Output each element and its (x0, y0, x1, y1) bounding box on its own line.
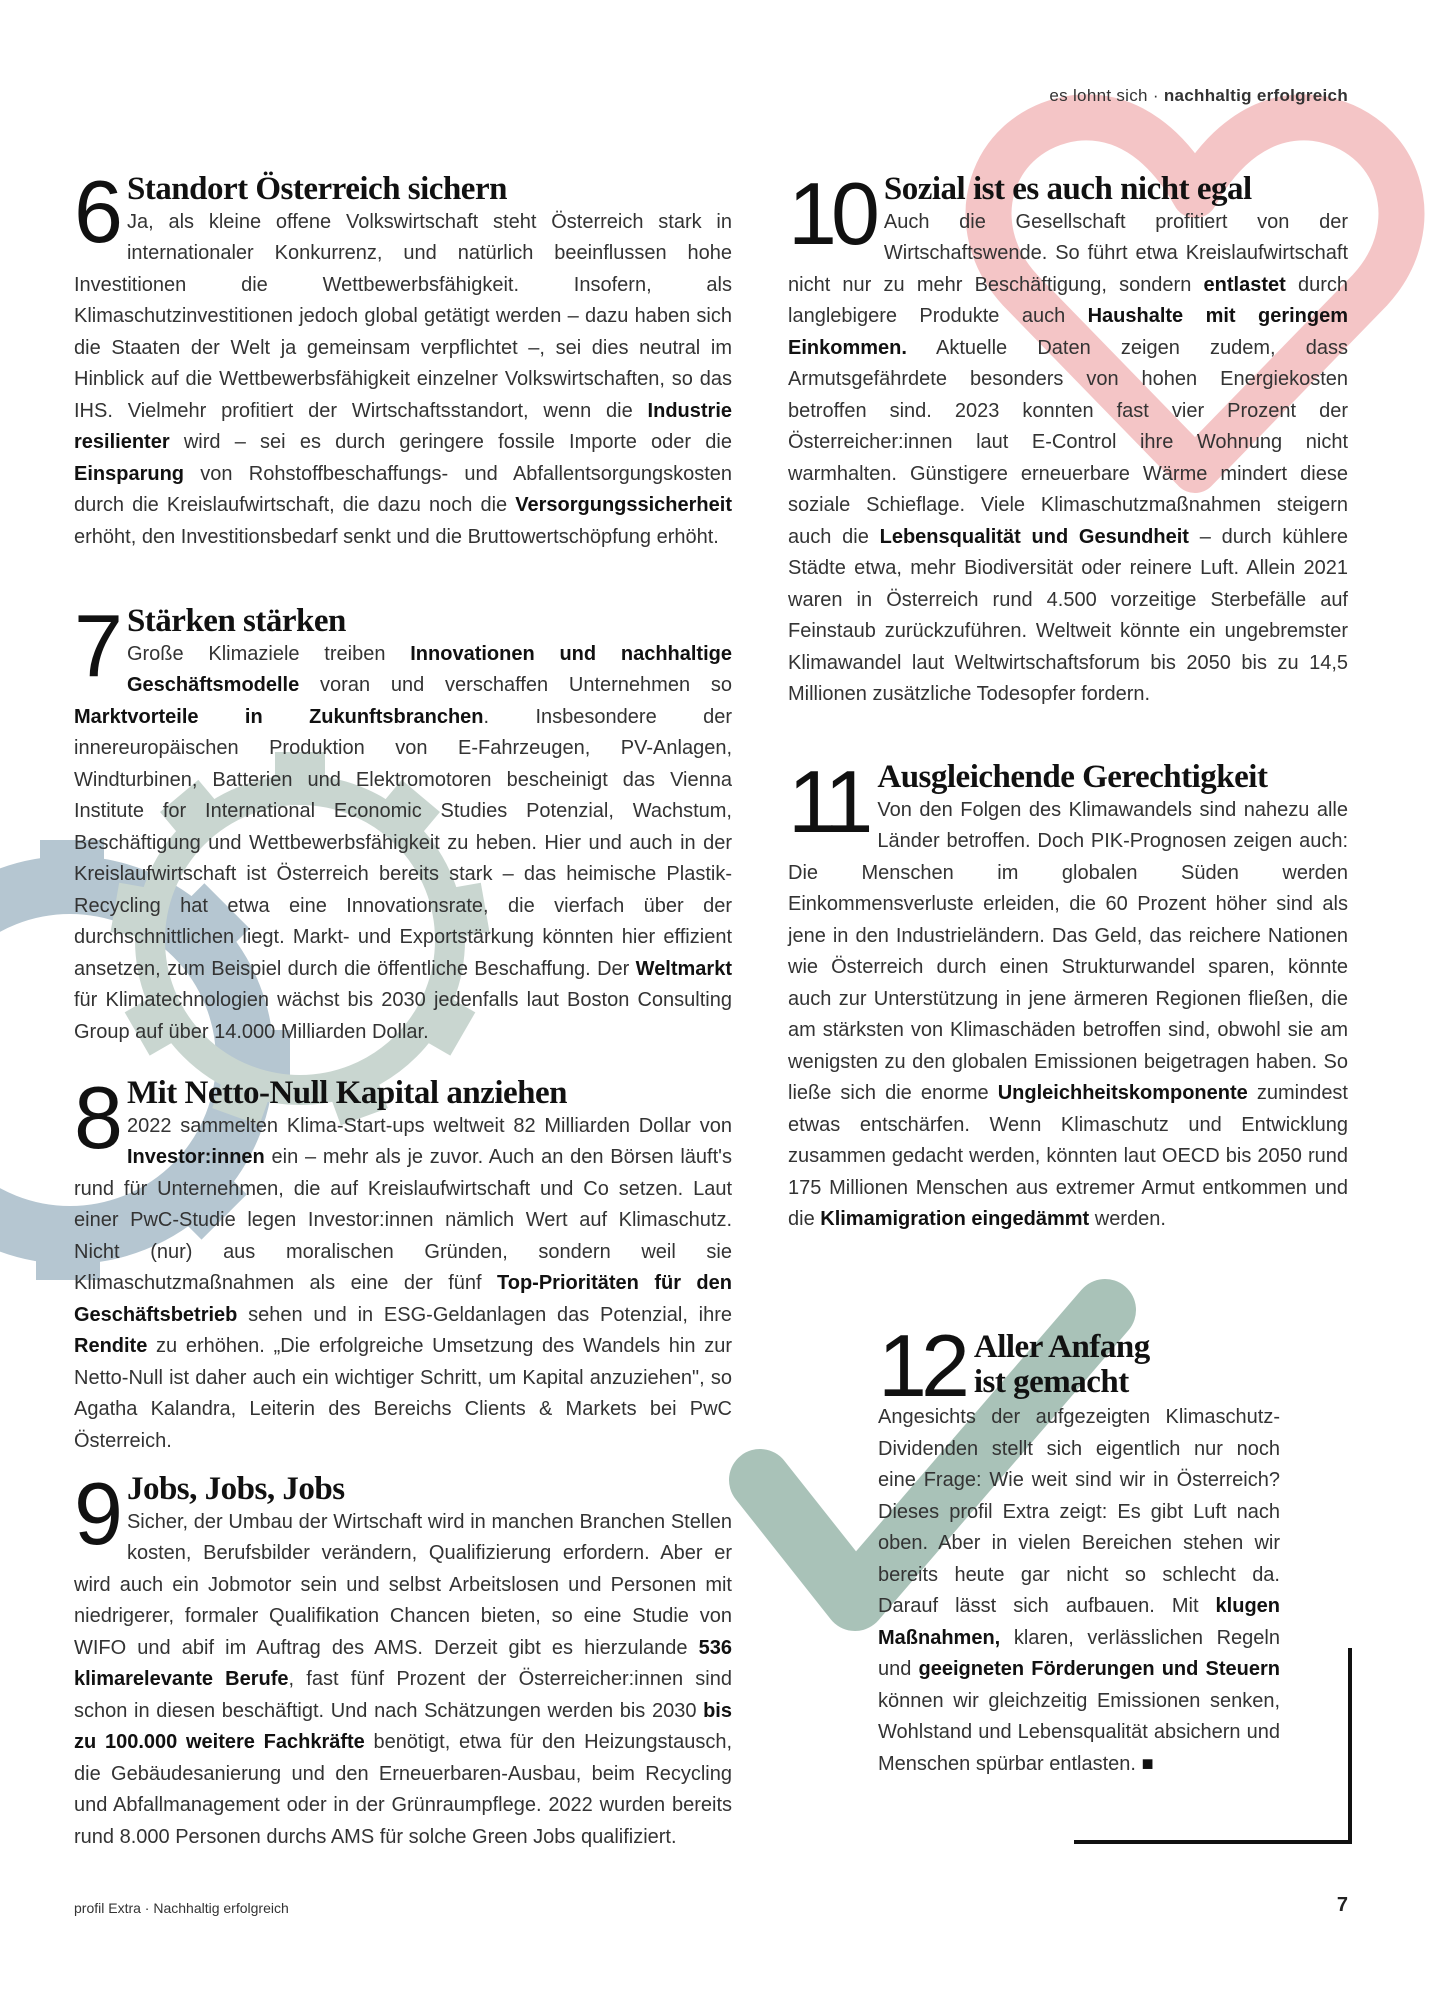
section-title: Jobs, Jobs, Jobs (126, 1471, 345, 1507)
footer-publication: profil Extra · Nachhaltig erfolgreich (74, 1900, 289, 1916)
section-number: 7 (74, 596, 117, 695)
page-number: 7 (1336, 1894, 1348, 1916)
header-right: nachhaltig erfolgreich (1163, 86, 1348, 105)
end-mark: ■ (1141, 1752, 1154, 1775)
section-body: Sicher, der Umbau der Wirtschaft wird in manchen Branchen Stellen kosten, Berufsbilder verändern, Qualifizierung erfordern. Aber er wird auch ein Jobmotor sein und selbst Arbeitslosen und Personen mit niedrigerer, formaler Qualifikation Chancen bieten, so eine Studie von WIFO und abif im Auftrag des AMS. Derzeit gibt es hierzulande 536 klimarelevante Berufe, fast fünf Prozent der Österreicher:innen sind schon in diesen beschäftigt. Und nach Schätzungen werden bis 2030 bis zu 100.000 weitere Fachkräfte benötigt, etwa für den Heizungstausch, die Gebäudesanierung und den Erneuerbaren-Ausbau, beim Recycling und Abfallmanagement oder in der Grünraumpflege. 2022 wurden bereits rund 8.000 Personen durchs AMS für solche Green Jobs qualifiziert. (74, 1510, 733, 1848)
section-body: Angesichts der aufgezeigten Klimaschutz-Dividenden stellt sich eigentlich nur noch eine Frage: Wie weit sind wir in Österreich? Dieses profil Extra zeigt: Es gibt Luft nach oben. Aber in vielen Bereichen stehen wir bereits heute gar nicht so schlecht da. Darauf lässt sich aufbauen. Mit klugen Maßnahmen, klaren, verlässlichen Regeln und geeigneten Förderungen und Steuern können wir gleichzeitig Emissionen senken, Wohlstand und Lebensqualität absichern und Menschen spürbar entlasten. ■ (878, 1406, 1280, 1775)
section-11 (788, 752, 1348, 1236)
section-title: Standort Österreich sichern (126, 171, 507, 207)
section-number: 8 (74, 1068, 117, 1167)
section-title-line-2: ist gemacht (973, 1363, 1129, 1400)
section-body: Von den Folgen des Klimawandels sind nahezu alle Länder betroffen. Doch PIK-Prognosen zeigen auch: Die Menschen im globalen Süden werden Einkommensverluste erleiden, die 60 Prozent höher sind als jene in den Industrieländern. Das Geld, das reichere Nationen wie Österreich durch einen Strukturwandel sparen, könnte auch zur Unterstützung in jene ärmeren Regionen fließen, die am stärksten von Klimaschäden betroffen sind, obwohl sie am wenigsten zu den globalen Emissionen beigetragen haben. So ließe sich die enorme Ungleichheitskomponente zumindest etwas entschärfen. Wenn Klimaschutz und Entwicklung zusammen gedacht werden, könnten laut OECD bis 2050 rund 175 Millionen Menschen aus extremer Armut entkommen und die Klimamigration eingedämmt werden. (788, 798, 1348, 1231)
section-6 (74, 162, 732, 553)
section-number: 12 (878, 1316, 964, 1415)
corner-bracket (1074, 1648, 1352, 1844)
section-9 (74, 1464, 733, 1853)
section-7 (74, 596, 732, 1048)
section-8 (74, 1068, 732, 1457)
section-number: 6 (74, 162, 117, 261)
running-header (1049, 86, 1348, 106)
section-number: 11 (788, 752, 868, 851)
section-title-line-1: Aller Anfang (973, 1329, 1150, 1365)
section-title: Stärken stärken (126, 603, 346, 639)
section-number: 9 (74, 1464, 117, 1563)
section-title: Ausgleichende Gerechtigkeit (877, 759, 1268, 795)
section-body: Auch die Gesellschaft profitiert von der Wirtschaftswende. So führt etwa Kreislaufwirtschaft nicht nur zu mehr Beschäftigung, sondern entlastet durch langlebigere Produkte auch Haushalte mit geringem Einkommen. Aktuelle Daten zeigen zudem, dass Armutsgefährdete besonders von hohen Energiekosten betroffen sind. 2023 konnten fast vier Prozent der Österreicher:innen laut E-Control ihre Wohnung nicht warmhalten. Günstigere erneuerbare Wärme mindert diese soziale Schieflage. Viele Klimaschutzmaßnahmen steigern auch die Lebensqualität und Gesundheit – durch kühlere Städte etwa, mehr Biodiversität oder reinere Luft. Allein 2021 waren in Österreich rund 4.500 vorzeitige Sterbefälle auf Feinstaub zurückzuführen. Weltweit könnte ein ungebremster Klimawandel laut Weltwirtschaftsforum bis 2050 bis zu 14,5 Millionen zusätzliche Todesopfer fordern. (788, 210, 1349, 706)
section-body: Ja, als kleine offene Volkswirtschaft steht Österreich stark in internationaler Konkurrenz, und natürlich beeinflussen hohe Investitionen die Wettbewerbsfähigkeit. Insofern, als Klimaschutzinvestitionen jedoch global getätigt werden – dazu haben sich die Staaten der Welt ja gemeinsam verpflichtet –, sei dies neutral im Hinblick auf die Wettbewerbsfähigkeit einzelner Volkswirtschaften, so das IHS. Vielmehr profitiert der Wirtschaftsstandort, wenn die Industrie resilienter wird – sei es durch geringere fossile Importe oder die Einsparung von Rohstoffbeschaffungs- und Abfallentsorgungskosten durch die Kreislaufwirtschaft, die dazu noch die Versorgungssicherheit erhöht, den Investitionsbedarf senkt und die Bruttowertschöpfung erhöht. (74, 210, 732, 548)
section-body: Große Klimaziele treiben Innovationen und nachhaltige Geschäftsmodelle voran und verschaffen Unternehmen so Marktvorteile in Zukunftsbranchen. Insbesondere der innereuropäischen Produktion von E-Fahrzeugen, PV-Anlagen, Windturbinen, Batterien und Elektromotoren bescheinigt das Vienna Institute for International Economic Studies Potenzial, Wachstum, Beschäftigung und Wettbewerbsfähigkeit zu heben. Hier und auch in der Kreislaufwirtschaft ist Österreich bereits stark – das heimische Plastik-Recycling hat etwa eine Innovationsrate, die vierfach über der durchschnittlichen liegt. Markt- und Exportstärkung könnten hier effizient ansetzen, zum Beispiel durch die öffentliche Beschaffung. Der Weltmarkt für Klimatechnologien wächst bis 2030 jedenfalls laut Boston Consulting Group auf über 14.000 Milliarden Dollar. (74, 642, 732, 1043)
section-title: Mit Netto-Null Kapital anziehen (126, 1075, 567, 1111)
section-number: 10 (788, 164, 874, 263)
section-10 (788, 164, 1349, 711)
section-title: Sozial ist es auch nicht egal (883, 171, 1252, 207)
section-body: 2022 sammelten Klima-Start-ups weltweit 82 Milliarden Dollar von Investor:innen ein – mehr als je zuvor. Auch an den Börsen läuft's rund für Unternehmen, die auf Kreislaufwirtschaft und Co setzen. Laut einer PwC-Studie legen Investor:innen nämlich Wert auf Klimaschutz. Nicht (nur) aus moralischen Gründen, sondern weil sie Klimaschutzmaßnahmen als eine der fünf Top-Prioritäten für den Geschäftsbetrieb sehen und in ESG-Geldanlagen das Potenzial, ihre Rendite zu erhöhen. „Die erfolgreiche Umsetzung des Wandels hin zur Netto-Null ist daher auch ein wichtiger Schritt, um Kapital anzuziehen", so Agatha Kalandra, Leiterin des Bereichs Clients & Markets bei PwC Österreich. (74, 1114, 732, 1452)
header-left: es lohnt sich · (1049, 86, 1164, 105)
